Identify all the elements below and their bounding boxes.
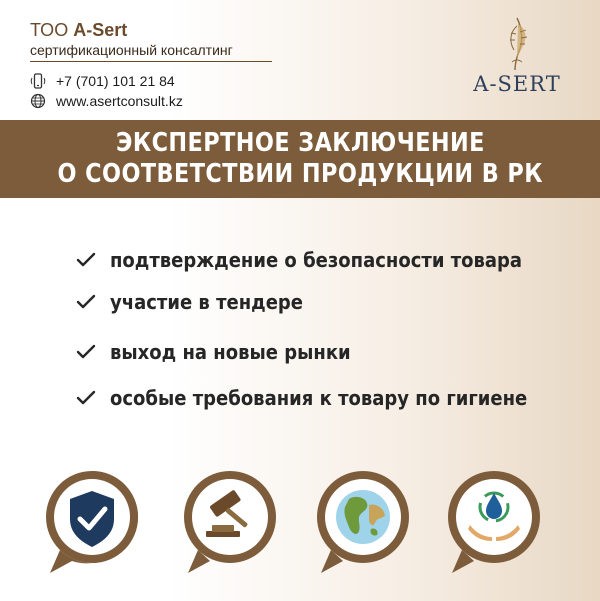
phone-number: +7 (701) 101 21 84 <box>56 73 175 89</box>
company-logo <box>462 14 572 104</box>
hands-drop-badge <box>444 467 544 577</box>
globe-badge <box>313 467 413 577</box>
banner-title-line-2: О СООТВЕТСТВИИ ПРОДУКЦИИ В РК <box>57 159 543 189</box>
benefit-text: выход на новые рынки <box>110 340 351 364</box>
check-icon <box>76 344 96 360</box>
benefit-item <box>76 248 568 272</box>
check-icon <box>76 252 96 268</box>
benefit-item <box>76 290 324 314</box>
contact-phone[interactable] <box>30 73 175 89</box>
website-url: www.asertconsult.kz <box>56 93 183 109</box>
globe-earth-icon <box>336 490 390 544</box>
company-name <box>30 20 127 41</box>
benefit-text: подтверждение о безопасности товара <box>110 248 523 272</box>
banner-title-line-1: ЭКСПЕРТНОЕ ЗАКЛЮЧЕНИЕ <box>115 128 485 158</box>
gavel-badge <box>180 467 280 577</box>
check-icon <box>76 294 96 310</box>
globe-icon <box>30 93 46 109</box>
title-banner <box>0 120 600 198</box>
logo-text: A-SERT <box>473 72 561 96</box>
phone-icon <box>30 73 46 89</box>
benefit-item <box>76 386 574 410</box>
shield-check-badge <box>42 467 142 577</box>
check-icon <box>76 390 96 406</box>
benefit-text: особые требования к товару по гигиене <box>110 386 528 410</box>
feather-icon <box>462 14 572 74</box>
company-prefix: ТОО <box>30 20 69 40</box>
benefit-text: участие в тендере <box>110 290 304 314</box>
contact-website[interactable] <box>30 93 183 109</box>
company-brand: A-Sert <box>73 20 128 40</box>
company-tagline: сертификационный консалтинг <box>30 42 272 62</box>
benefit-item <box>76 340 377 364</box>
